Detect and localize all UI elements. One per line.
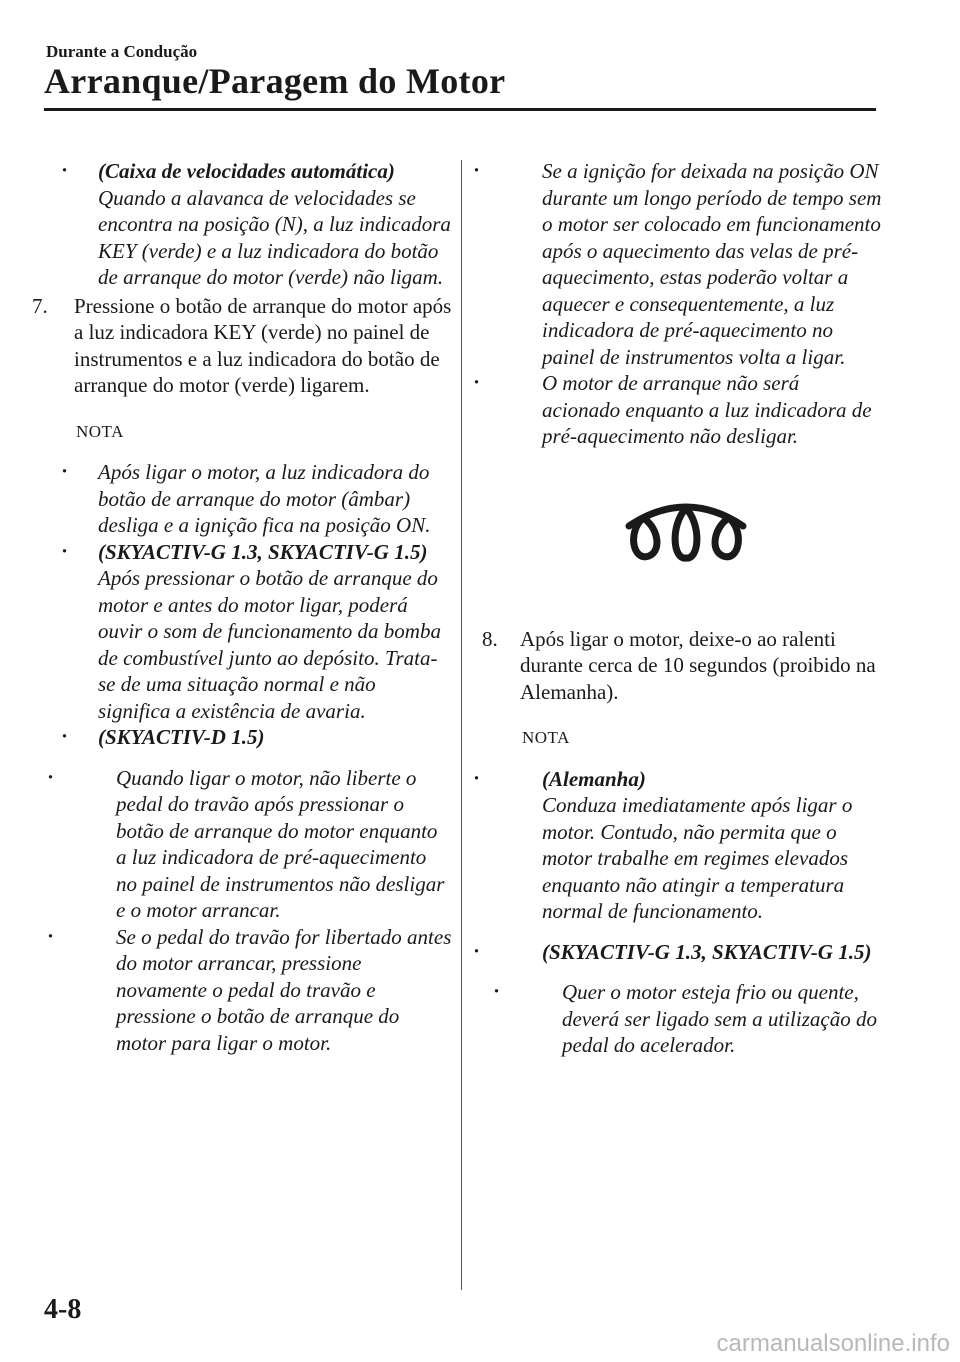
- watermark: carmanualsonline.info: [716, 1330, 950, 1357]
- left-column: [32, 158, 452, 1056]
- right-item-2: · O motor de arranque não será acionado enquanto a luz indicadora de pré-aquecimento não desligar.: [486, 370, 882, 450]
- right-item-1: · Se a ignição for deixada na posição ON durante um longo período de tempo sem o motor ser colocado em funcionamento após o aquecimento das velas de pré-aquecimento, estas poderão voltar a aquecer e consequentemente, a luz indicadora de pré-aquecimento no painel de instrumentos volta a ligar.: [486, 158, 882, 370]
- right-note-1: [486, 766, 882, 925]
- note-heading: NOTA: [76, 421, 124, 441]
- section-label: Durante a Condução: [46, 42, 198, 61]
- right-note-2: [486, 939, 882, 966]
- step-7-number: 7.: [32, 293, 48, 318]
- note-item-3b: · Se o pedal do travão for libertado antes do motor arrancar, pressione novamente o pedal do travão e pressione o botão de arranque do motor para ligar o motor.: [60, 924, 452, 1057]
- right-note-2-title: · (SKYACTIV-G 1.3, SKYACTIV-G 1.5): [542, 939, 872, 964]
- note-item-3a: · Quando ligar o motor, não liberte o pedal do travão após pressionar o botão de arranque do motor enquanto a luz indicadora de pré-aquecimento no painel de instrumentos não desligar e o motor arrancar.: [60, 765, 452, 924]
- note-item-2-title: · (SKYACTIV-G 1.3, SKYACTIV-G 1.5): [98, 539, 428, 564]
- page-number: 4-8: [44, 1294, 82, 1325]
- step-8-number: 8.: [482, 626, 498, 651]
- right-note-1-title: · (Alemanha): [542, 766, 646, 791]
- note-heading-right: NOTA: [522, 728, 570, 747]
- note-item-3-title: · (SKYACTIV-D 1.5): [98, 725, 265, 749]
- step-7: [32, 293, 452, 399]
- note-item-2: [74, 539, 452, 725]
- note-item-1: · Após ligar o motor, a luz indicadora do botão de arranque do motor (âmbar) desliga e a ignição fica na posição ON.: [74, 459, 452, 539]
- page-title: Arranque/Paragem do Motor: [44, 61, 506, 101]
- right-note-2a: · Quer o motor esteja frio ou quente, deverá ser ligado sem a utilização do pedal do acelerador.: [506, 979, 882, 1059]
- glow-plug-icon-wrap: [490, 496, 882, 566]
- column-divider: [461, 160, 462, 1290]
- right-note-1-text: Conduza imediatamente após ligar o motor. Contudo, não permita que o motor trabalhe em regimes elevados enquanto não atingir a temperatura normal de funcionamento.: [542, 793, 853, 923]
- step-8: [482, 626, 882, 706]
- note-item-2-text: Após pressionar o botão de arranque do motor e antes do motor ligar, poderá ouvir o som de funcionamento da bomba de combustível junto ao depósito. Trata-se de uma situação normal e não significa a existência de avaria.: [98, 566, 441, 723]
- step-7-text: Pressione o botão de arranque do motor após a luz indicadora KEY (verde) no painel de instrumentos e a luz indicadora do botão de arranque do motor (verde) ligarem.: [74, 293, 452, 397]
- step-8-text: Após ligar o motor, deixe-o ao ralenti durante cerca de 10 segundos (proibido na Alemanha).: [520, 626, 876, 704]
- right-column: [482, 158, 882, 1059]
- title-rule: [44, 108, 876, 111]
- note-item-3: [74, 724, 452, 751]
- glow-plug-icon: [621, 496, 751, 566]
- bullet-automatic-text: Quando a alavanca de velocidades se encontra na posição (N), a luz indicadora KEY (verde) e a luz indicadora do botão de arranque do motor (verde) não ligam.: [98, 185, 451, 289]
- bullet-automatic: [74, 158, 452, 291]
- bullet-automatic-title: · (Caixa de velocidades automática): [98, 159, 395, 183]
